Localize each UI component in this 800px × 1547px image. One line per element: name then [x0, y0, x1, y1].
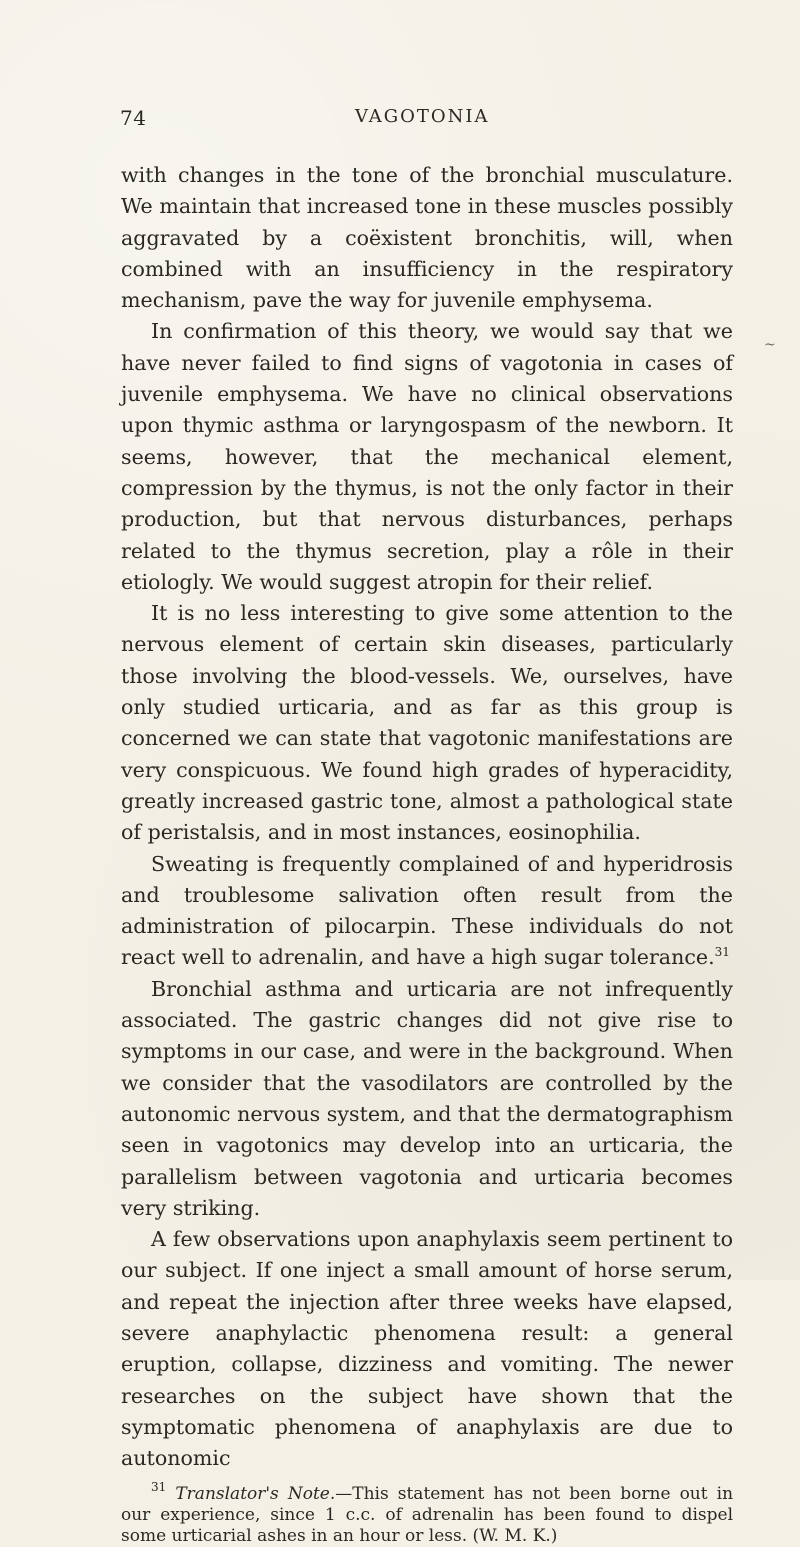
paragraph-2: In confirmation of this theory, we would say that we have never failed to find signs of vagotonia in cases of juvenile emphysema. We have no clinical observations upon thymic asthma or laryngospasm of the newborn. It seems, however, that the mechanical element, compression by the thymus, is not the only factor in their production, but that nervous disturbances, perhaps related to the thymus secretion, play a rôle in their etiologly. We would suggest atropin for their relief. [121, 319, 733, 594]
footnote-number: 31 [151, 1480, 167, 1495]
paragraph-5: Bronchial asthma and urticaria are not infrequently associated. The gastric changes did not give rise to symptoms in our case, and were in the background. When we consider that the vasodilators are controlled by the autonomic nervous system, and that the dermatographism seen in vagotonics may develop into an urticaria, the parallelism between vagotonia and urticaria becomes very striking. [121, 976, 733, 1220]
footnote-label: Translator's Note. [175, 1484, 336, 1505]
page-number: 74 [120, 106, 147, 130]
margin-mark: ~ [764, 337, 776, 353]
footnote-reference[interactable]: 31 [714, 945, 730, 960]
paragraph-1: with changes in the tone of the bronchial musculature. We maintain that increased tone in these muscles possibly aggravated by a coëxistent bronchitis, will, when combined with an insufficiency in the respiratory mechanism, pave the way for juvenile emphysema. [121, 163, 733, 313]
body-text [121, 160, 733, 1547]
paragraph-4-text: Sweating is frequently complained of and hyperidrosis and troublesome salivation often result from the administration of pilocarpin. These individuals do not react well to adrenalin, and have a high sugar tolerance. [121, 851, 733, 970]
paragraph-4 [121, 849, 733, 974]
running-head [120, 106, 730, 136]
footnote-text: —This statement has not been borne out in our experience, since 1 c.c. of adrenalin has been found to dispel some urticarial ashes in an hour or less. (W. M. K.) [121, 1484, 734, 1547]
footnote [121, 1480, 734, 1547]
paragraph-6: A few observations upon anaphylaxis seem pertinent to our subject. If one inject a small amount of horse serum, and repeat the injection after three weeks have elapsed, severe anaphylactic phenomena result: a general eruption, collapse, dizziness and vomiting. The newer researches on the subject have shown that the symptomatic phenomena of anaphylaxis are due to autonomic [121, 1227, 733, 1471]
running-title: VAGOTONIA [355, 106, 490, 127]
paragraph-3: It is no less interesting to give some attention to the nervous element of certain skin diseases, particularly those involving the blood-vessels. We, ourselves, have only studied urticaria, and as far as this group is concerned we can state that vagotonic manifestations are very conspicuous. We found high grades of hyperacidity, greatly increased gastric tone, almost a pathological state of peristalsis, and in most instances, eosinophilia. [121, 601, 733, 845]
